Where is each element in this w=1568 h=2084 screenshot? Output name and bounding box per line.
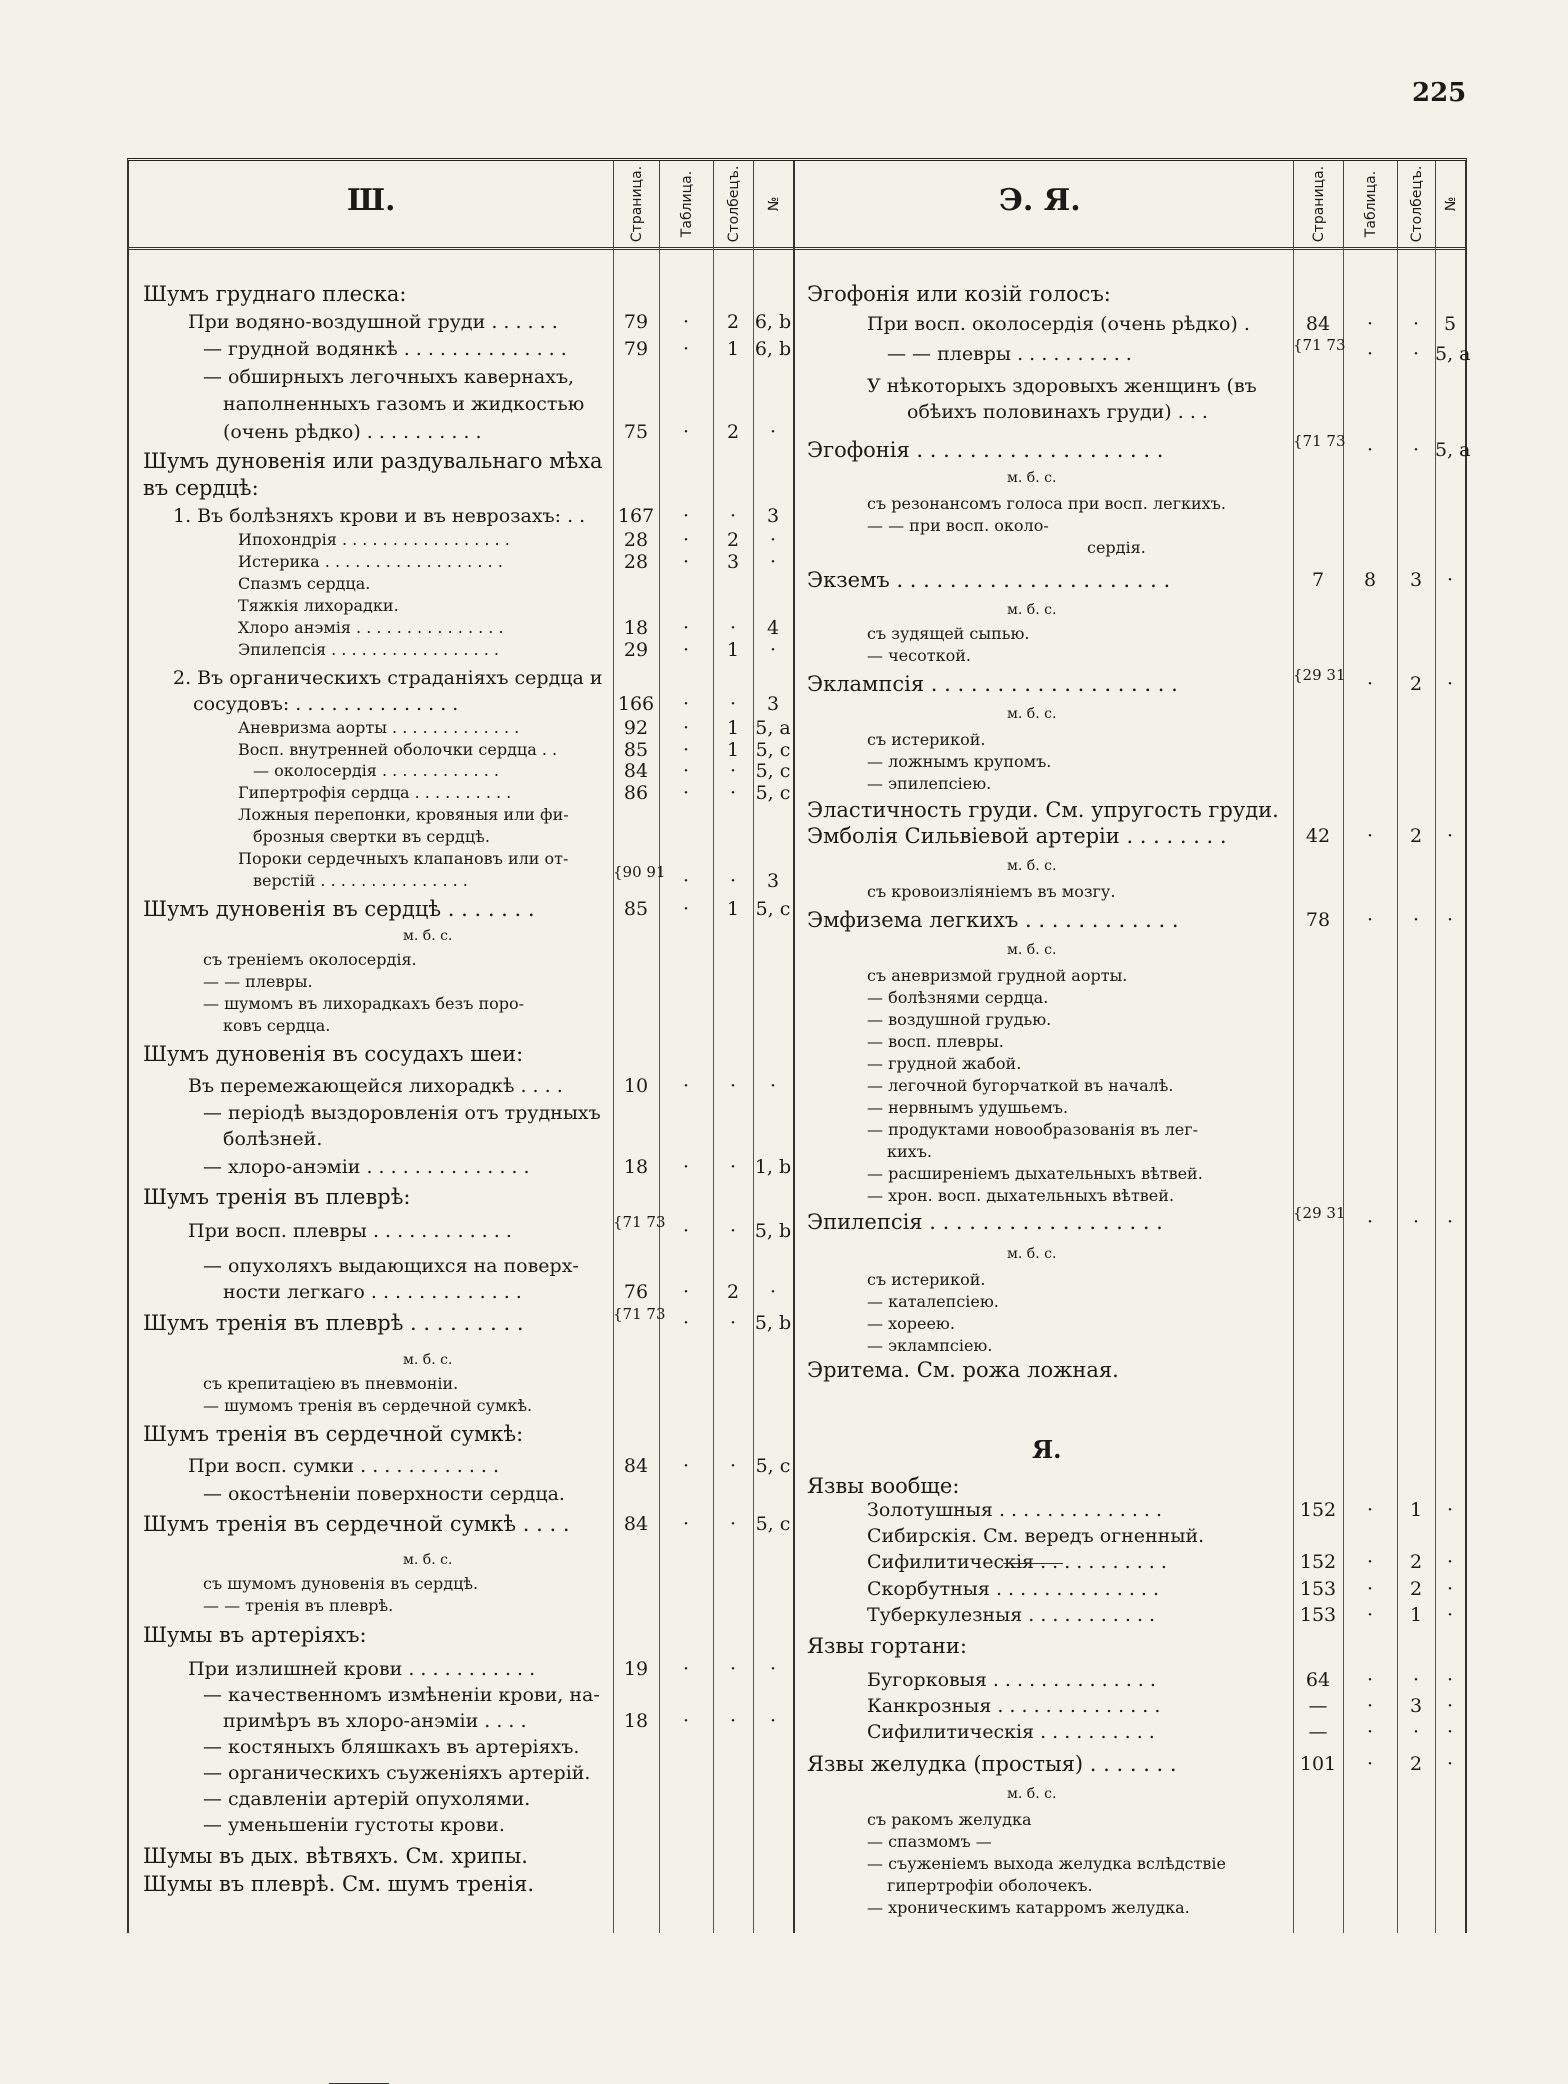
entry-text: Шумы въ артеріяхъ: <box>143 1623 367 1647</box>
entry-text: Шумы въ дых. вѣтвяхъ. См. хрипы. <box>143 1844 528 1868</box>
entry-text: Золотушныя . . . . . . . . . . . . . . <box>867 1499 1163 1521</box>
header-column: Столбецъ. <box>713 161 754 247</box>
column-ref: 1 <box>726 639 740 661</box>
table-ref: · <box>1366 673 1374 695</box>
column-ref: · <box>729 1075 737 1097</box>
entry-text: кихъ. <box>887 1142 932 1161</box>
entry-text: Язвы желудка (простыя) . . . . . . . <box>807 1752 1177 1776</box>
page-ref: 152 <box>1299 1551 1337 1573</box>
number-ref: · <box>1446 1695 1454 1717</box>
table-ref: · <box>682 1281 690 1303</box>
page-number: 225 <box>1412 78 1467 108</box>
table-ref: · <box>1366 1211 1374 1233</box>
number-ref: · <box>1446 1669 1454 1691</box>
entry-text: Шумъ дуновенія въ сердцѣ . . . . . . . <box>143 897 535 921</box>
entry-text: Эгофонія . . . . . . . . . . . . . . . . . . . <box>807 438 1164 462</box>
left-column <box>129 161 795 1933</box>
entry-text: При излишней крови . . . . . . . . . . . <box>188 1658 536 1680</box>
number-ref: · <box>1446 1551 1454 1573</box>
entry-text: — продуктами новообразованія въ лег- <box>867 1120 1199 1139</box>
entry-text: — спазмомъ — <box>867 1832 992 1851</box>
table-ref: · <box>682 739 690 761</box>
entry-text: съ истерикой. <box>867 1270 986 1289</box>
entry-text: Скорбутныя . . . . . . . . . . . . . . <box>867 1578 1160 1600</box>
entry-text: въ сердцѣ: <box>143 476 259 500</box>
entry-text: Восп. внутренней оболочки сердца . . <box>238 740 558 759</box>
table-ref: · <box>682 1220 690 1242</box>
entry-text: — околосердія . . . . . . . . . . . . <box>253 761 499 780</box>
number-ref: 5 <box>1443 313 1457 335</box>
entry-text: — воздушной грудью. <box>867 1010 1052 1029</box>
entry-text: — — тренія въ плеврѣ. <box>203 1596 394 1615</box>
page-ref: 76 <box>623 1281 649 1303</box>
entry-text: Шумъ тренія въ плеврѣ: <box>143 1185 411 1209</box>
table-ref: · <box>682 1710 690 1732</box>
column-ref: 3 <box>1409 569 1423 591</box>
entry-text: — — при восп. около- <box>867 516 1049 535</box>
entry-text: — грудной жабой. <box>867 1054 1022 1073</box>
page-ref: 18 <box>623 1710 649 1732</box>
entry-text: м. б. с. <box>1007 602 1057 618</box>
page-ref: 18 <box>623 617 649 639</box>
entry-text: м. б. с. <box>1007 1246 1057 1262</box>
entry-text: примѣръ въ хлоро-анэміи . . . . <box>223 1710 527 1732</box>
table-ref: · <box>682 870 690 892</box>
table-ref: · <box>682 898 690 920</box>
header-number: № <box>1435 161 1466 247</box>
entry-text: съ крепитаціею въ пневмоніи. <box>203 1374 459 1393</box>
entry-text: Сифилитическія . . . . . . . . . . . <box>867 1551 1167 1573</box>
column-ref: · <box>729 870 737 892</box>
number-ref: 3 <box>766 693 780 715</box>
column-ref: 1 <box>1409 1604 1423 1626</box>
page-ref: 153 <box>1299 1604 1337 1626</box>
number-ref: · <box>769 421 777 443</box>
entry-text: м. б. с. <box>1007 706 1057 722</box>
entry-text: съ резонансомъ голоса при восп. легкихъ. <box>867 494 1226 513</box>
number-ref: · <box>769 1658 777 1680</box>
number-ref: · <box>1446 569 1454 591</box>
entry-text: м. б. с. <box>403 1352 453 1368</box>
column-ref: 1 <box>726 898 740 920</box>
column-ref: 2 <box>1409 673 1423 695</box>
number-ref: 5, c <box>755 1513 791 1535</box>
table-ref: · <box>682 551 690 573</box>
entry-text: Гипертрофія сердца . . . . . . . . . . <box>238 783 512 802</box>
number-ref: 5, c <box>755 782 791 804</box>
entry-text: При водяно-воздушной груди . . . . . . <box>188 311 558 333</box>
table-ref: · <box>1366 825 1374 847</box>
entry-text: При восп. плевры . . . . . . . . . . . . <box>188 1220 512 1242</box>
entry-text: Истерика . . . . . . . . . . . . . . . . . . <box>238 552 503 571</box>
page-ref: {71 73 <box>1293 432 1346 450</box>
entry-text: Эмфизема легкихъ . . . . . . . . . . . . <box>807 908 1179 932</box>
page-ref: 84 <box>623 760 649 782</box>
index-table <box>127 158 1471 1933</box>
entry-text: — восп. плевры. <box>867 1032 1004 1051</box>
table-ref: · <box>1366 313 1374 335</box>
section-rule <box>1003 1563 1063 1564</box>
page-ref: {90 91 <box>613 863 666 881</box>
page-ref: 28 <box>623 551 649 573</box>
table-ref: · <box>682 693 690 715</box>
table-ref: · <box>682 1658 690 1680</box>
entry-text: Въ перемежающейся лихорадкѣ . . . . <box>188 1075 563 1097</box>
entry-text: — хрон. восп. дыхательныхъ вѣтвей. <box>867 1186 1175 1205</box>
table-ref: · <box>682 505 690 527</box>
entry-text: — уменьшеніи густоты крови. <box>203 1814 505 1836</box>
column-ref: · <box>1412 909 1420 931</box>
entry-text: — — плевры . . . . . . . . . . <box>887 343 1132 365</box>
entry-text: м. б. с. <box>1007 1786 1057 1802</box>
number-ref: 1, b <box>754 1156 792 1178</box>
table-ref: · <box>1366 343 1374 365</box>
number-ref: · <box>769 1710 777 1732</box>
table-ref: · <box>1366 1578 1374 1600</box>
page-ref: 153 <box>1299 1578 1337 1600</box>
entry-text: Шумъ дуновенія или раздувальнаго мѣха <box>143 449 603 473</box>
table-ref: · <box>682 529 690 551</box>
page-ref: 79 <box>623 311 649 333</box>
number-ref: · <box>1446 909 1454 931</box>
number-ref: · <box>769 551 777 573</box>
page-ref: 92 <box>623 717 649 739</box>
right-header <box>793 161 1465 250</box>
table-ref: · <box>682 782 690 804</box>
column-ref: · <box>1412 439 1420 461</box>
page-ref: 166 <box>617 693 655 715</box>
page-ref: {71 73 <box>1293 336 1346 354</box>
entry-text: Хлоро анэмія . . . . . . . . . . . . . . . <box>238 618 504 637</box>
number-ref: 6, b <box>754 311 792 333</box>
entry-text: — періодѣ выздоровленія отъ трудныхъ <box>203 1102 601 1124</box>
table-ref: · <box>682 717 690 739</box>
entry-text: Шумъ тренія въ сердечной сумкѣ . . . . <box>143 1512 570 1536</box>
column-ref: 2 <box>1409 1551 1423 1573</box>
table-ref: · <box>1366 439 1374 461</box>
table-ref: · <box>682 760 690 782</box>
header-number: № <box>753 161 794 247</box>
entry-text: сердія. <box>1087 538 1146 557</box>
column-ref: · <box>1412 1721 1420 1743</box>
page-ref: 85 <box>623 898 649 920</box>
table-ref: · <box>1366 1695 1374 1717</box>
column-ref: 3 <box>1409 1695 1423 1717</box>
entry-text: Шумъ груднаго плеска: <box>143 282 407 306</box>
entry-text: — расширеніемъ дыхательныхъ вѣтвей. <box>867 1164 1203 1183</box>
left-column-title: Ш. <box>347 183 396 218</box>
number-ref: 3 <box>766 505 780 527</box>
entry-text: — костяныхъ бляшкахъ въ артеріяхъ. <box>203 1736 580 1758</box>
column-ref: · <box>729 1455 737 1477</box>
entry-text: Канкрозныя . . . . . . . . . . . . . . <box>867 1695 1161 1717</box>
entry-text: — шумомъ тренія въ сердечной сумкѣ. <box>203 1396 533 1415</box>
entry-text: У нѣкоторыхъ здоровыхъ женщинъ (въ <box>867 375 1257 397</box>
entry-text: Эмболія Сильвіевой артеріи . . . . . . . . <box>807 824 1227 848</box>
entry-text: Эклампсія . . . . . . . . . . . . . . . . . . . <box>807 672 1178 696</box>
entry-text: Эластичность груди. См. упругость груди. <box>807 798 1279 822</box>
entry-text: — шумомъ въ лихорадкахъ безъ поро- <box>203 994 525 1013</box>
number-ref: 5, c <box>755 898 791 920</box>
column-ref: · <box>729 1710 737 1732</box>
header-column: Столбецъ. <box>1397 161 1436 247</box>
table-ref: · <box>1366 909 1374 931</box>
page-ref: 7 <box>1311 569 1325 591</box>
column-ref: · <box>729 693 737 715</box>
page-ref: 75 <box>623 421 649 443</box>
number-ref: · <box>769 1075 777 1097</box>
page-ref: 28 <box>623 529 649 551</box>
column-ref: 2 <box>1409 1578 1423 1600</box>
entry-text: Пороки сердечныхъ клапановъ или от- <box>238 849 569 868</box>
number-ref: 5, b <box>754 1312 792 1334</box>
entry-text: — эпилепсіею. <box>867 774 992 793</box>
page-ref: 86 <box>623 782 649 804</box>
entry-text: Бугорковыя . . . . . . . . . . . . . . <box>867 1669 1156 1691</box>
entry-text: съ шумомъ дуновенія въ сердцѣ. <box>203 1574 479 1593</box>
entry-text: — хореею. <box>867 1314 955 1333</box>
entry-text: Я. <box>1032 1435 1062 1464</box>
entry-text: — органическихъ съуженіяхъ артерій. <box>203 1762 591 1784</box>
page-ref: 19 <box>623 1658 649 1680</box>
entry-text: Аневризма аорты . . . . . . . . . . . . . <box>238 718 520 737</box>
entry-text: — хлоро-анэміи . . . . . . . . . . . . . . <box>203 1156 530 1178</box>
table-ref: 8 <box>1363 569 1377 591</box>
header-table: Таблица. <box>659 161 714 247</box>
number-ref: 5, c <box>755 739 791 761</box>
entry-text: сосудовъ: . . . . . . . . . . . . . . <box>193 693 459 715</box>
number-ref: · <box>1446 1721 1454 1743</box>
column-ref: · <box>1412 313 1420 335</box>
number-ref: · <box>769 529 777 551</box>
entry-text: гипертрофіи оболочекъ. <box>887 1876 1093 1895</box>
number-ref: 5, c <box>755 760 791 782</box>
number-ref: · <box>1446 1211 1454 1233</box>
column-ref: 2 <box>726 529 740 551</box>
page-ref: {71 73 <box>613 1305 666 1323</box>
entry-text: м. б. с. <box>1007 942 1057 958</box>
column-ref: 2 <box>726 311 740 333</box>
table-ref: · <box>1366 1551 1374 1573</box>
column-ref: · <box>729 1513 737 1535</box>
entry-text: Ипохондрія . . . . . . . . . . . . . . . . . <box>238 530 510 549</box>
entry-text: Язвы гортани: <box>807 1634 967 1658</box>
table-ref: · <box>682 639 690 661</box>
entry-text: Эритема. См. рожа ложная. <box>807 1358 1119 1382</box>
column-ref: · <box>729 505 737 527</box>
page-ref: 84 <box>1305 313 1331 335</box>
entry-text: 2. Въ органическихъ страданіяхъ сердца и <box>173 667 603 689</box>
page-ref: 29 <box>623 639 649 661</box>
table-ref: · <box>682 311 690 333</box>
table-ref: · <box>1366 1721 1374 1743</box>
number-ref: · <box>769 639 777 661</box>
entry-text: съ ракомъ желудка <box>867 1810 1032 1829</box>
column-ref: 1 <box>726 717 740 739</box>
table-ref: · <box>682 1312 690 1334</box>
entry-text: верстій . . . . . . . . . . . . . . . <box>253 871 468 890</box>
entry-text: м. б. с. <box>1007 470 1057 486</box>
entry-text: съ кровоизліяніемъ въ мозгу. <box>867 882 1116 901</box>
entry-text: — съуженіемъ выхода желудка вслѣдствіе <box>867 1854 1226 1873</box>
number-ref: · <box>1446 673 1454 695</box>
entry-text: — легочной бугорчаткой въ началѣ. <box>867 1076 1174 1095</box>
column-ref: · <box>729 617 737 639</box>
entry-text: — грудной водянкѣ . . . . . . . . . . . . . . <box>203 338 567 360</box>
entry-text: — опухоляхъ выдающихся на поверх- <box>203 1255 579 1277</box>
page-ref: — <box>1308 1721 1328 1743</box>
entry-text: — нервнымъ удушьемъ. <box>867 1098 1069 1117</box>
number-ref: 5, a <box>755 717 791 739</box>
entry-text: 1. Въ болѣзняхъ крови и въ неврозахъ: . . <box>173 505 586 527</box>
right-column <box>793 161 1471 1933</box>
entry-text: м. б. с. <box>403 928 453 944</box>
number-ref: 5, a <box>1435 439 1471 461</box>
header-page: Страница. <box>613 161 660 247</box>
entry-text: Сифилитическія . . . . . . . . . . <box>867 1721 1155 1743</box>
entry-text: — окостѣненіи поверхности сердца. <box>203 1483 565 1505</box>
number-ref: 4 <box>766 617 780 639</box>
entry-text: Спазмъ сердца. <box>238 574 371 593</box>
column-ref: 1 <box>726 338 740 360</box>
table-ref: · <box>682 1075 690 1097</box>
number-ref: · <box>1446 825 1454 847</box>
number-ref: 5, b <box>754 1220 792 1242</box>
entry-text: брозныя свертки въ сердцѣ. <box>253 827 490 846</box>
entry-text: — — плевры. <box>203 972 313 991</box>
column-ref: 1 <box>1409 1499 1423 1521</box>
entry-text: наполненныхъ газомъ и жидкостью <box>223 393 585 415</box>
entry-text: — качественномъ измѣненіи крови, на- <box>203 1684 600 1706</box>
entry-text: Шумы въ плеврѣ. См. шумъ тренія. <box>143 1872 535 1896</box>
page-ref: 18 <box>623 1156 649 1178</box>
column-ref: · <box>1412 343 1420 365</box>
entry-text: Шумъ тренія въ сердечной сумкѣ: <box>143 1422 524 1446</box>
number-ref: · <box>769 1281 777 1303</box>
page-ref: 101 <box>1299 1753 1337 1775</box>
entry-text: Сибирскія. См. вередъ огненный. <box>867 1525 1205 1547</box>
header-table: Таблица. <box>1343 161 1398 247</box>
entry-text: — сдавленіи артерій опухолями. <box>203 1788 531 1810</box>
number-ref: 3 <box>766 870 780 892</box>
table-ref: · <box>1366 1753 1374 1775</box>
entry-text: съ аневризмой грудной аорты. <box>867 966 1128 985</box>
column-ref: · <box>729 782 737 804</box>
entry-text: ковъ сердца. <box>223 1016 331 1035</box>
page-ref: — <box>1308 1695 1328 1717</box>
column-ref: · <box>729 1312 737 1334</box>
header-page: Страница. <box>1293 161 1344 247</box>
page-ref: 167 <box>617 505 655 527</box>
number-ref: · <box>1446 1753 1454 1775</box>
page-ref: 10 <box>623 1075 649 1097</box>
number-ref: 5, c <box>755 1455 791 1477</box>
entry-text: Ложныя перепонки, кровяныя или фи- <box>238 805 569 824</box>
entry-text: болѣзней. <box>223 1128 323 1150</box>
entry-text: Туберкулезныя . . . . . . . . . . . <box>867 1604 1156 1626</box>
entry-text: — эклампсіею. <box>867 1336 993 1355</box>
number-ref: · <box>1446 1578 1454 1600</box>
column-ref: · <box>1412 1669 1420 1691</box>
number-ref: 6, b <box>754 338 792 360</box>
entry-text: — обширныхъ легочныхъ кавернахъ, <box>203 366 575 388</box>
entry-text: — чесоткой. <box>867 646 971 665</box>
entry-text: (очень рѣдко) . . . . . . . . . . <box>223 421 482 443</box>
page-ref: 84 <box>623 1455 649 1477</box>
entry-text: м. б. с. <box>403 1552 453 1568</box>
page-ref: {29 31 <box>1293 666 1346 684</box>
entry-text: Эгофонія или козій голосъ: <box>807 282 1111 306</box>
entry-text: Шумъ дуновенія въ сосудахъ шеи: <box>143 1042 524 1066</box>
column-ref: · <box>729 760 737 782</box>
right-column-title: Э. Я. <box>999 183 1081 218</box>
entry-text: При восп. околосердія (очень рѣдко) . <box>867 313 1250 335</box>
entry-text: — хроническимъ катарромъ желудка. <box>867 1898 1190 1917</box>
entry-text: Эпилепсія . . . . . . . . . . . . . . . . . <box>238 640 499 659</box>
number-ref: 5, a <box>1435 343 1471 365</box>
number-ref: · <box>1446 1604 1454 1626</box>
entry-text: — каталепсіею. <box>867 1292 999 1311</box>
column-ref: · <box>729 1220 737 1242</box>
table-ref: · <box>682 1156 690 1178</box>
entry-text: съ зудящей сыпью. <box>867 624 1030 643</box>
page-ref: {29 31 <box>1293 1204 1346 1222</box>
page-ref: 152 <box>1299 1499 1337 1521</box>
page-ref: 64 <box>1305 1669 1331 1691</box>
entry-text: — болѣзнями сердца. <box>867 988 1049 1007</box>
table-ref: · <box>682 338 690 360</box>
page-ref: 79 <box>623 338 649 360</box>
page-ref: 84 <box>623 1513 649 1535</box>
entry-text: Эпилепсія . . . . . . . . . . . . . . . . . . <box>807 1210 1163 1234</box>
column-ref: · <box>1412 1211 1420 1233</box>
entry-text: — ложнымъ крупомъ. <box>867 752 1052 771</box>
page-ref: 78 <box>1305 909 1331 931</box>
entry-text: Тяжкія лихорадки. <box>238 596 399 615</box>
page-ref: 85 <box>623 739 649 761</box>
left-header <box>129 161 793 250</box>
entry-text: Язвы вообще: <box>807 1474 960 1498</box>
page-ref: {71 73 <box>613 1213 666 1231</box>
table-ref: · <box>682 1513 690 1535</box>
entry-text: обѣихъ половинахъ груди) . . . <box>907 401 1208 423</box>
entry-text: Шумъ тренія въ плеврѣ . . . . . . . . . <box>143 1311 524 1335</box>
column-ref: · <box>729 1156 737 1178</box>
column-ref: 2 <box>1409 825 1423 847</box>
entry-text: съ истерикой. <box>867 730 986 749</box>
column-ref: 2 <box>726 421 740 443</box>
column-ref: 2 <box>726 1281 740 1303</box>
number-ref: · <box>1446 1499 1454 1521</box>
column-ref: 2 <box>1409 1753 1423 1775</box>
column-ref: · <box>729 1658 737 1680</box>
entry-text: м. б. с. <box>1007 858 1057 874</box>
table-ref: · <box>682 421 690 443</box>
table-ref: · <box>1366 1499 1374 1521</box>
table-ref: · <box>1366 1669 1374 1691</box>
entry-text: ности легкаго . . . . . . . . . . . . . <box>223 1281 522 1303</box>
column-ref: 3 <box>726 551 740 573</box>
table-ref: · <box>682 1455 690 1477</box>
entry-text: Экземъ . . . . . . . . . . . . . . . . . . . . . <box>807 568 1171 592</box>
entry-text: При восп. сумки . . . . . . . . . . . . <box>188 1455 500 1477</box>
table-ref: · <box>682 617 690 639</box>
page-ref: 42 <box>1305 825 1331 847</box>
column-ref: 1 <box>726 739 740 761</box>
entry-text: съ треніемъ околосердія. <box>203 950 417 969</box>
table-ref: · <box>1366 1604 1374 1626</box>
